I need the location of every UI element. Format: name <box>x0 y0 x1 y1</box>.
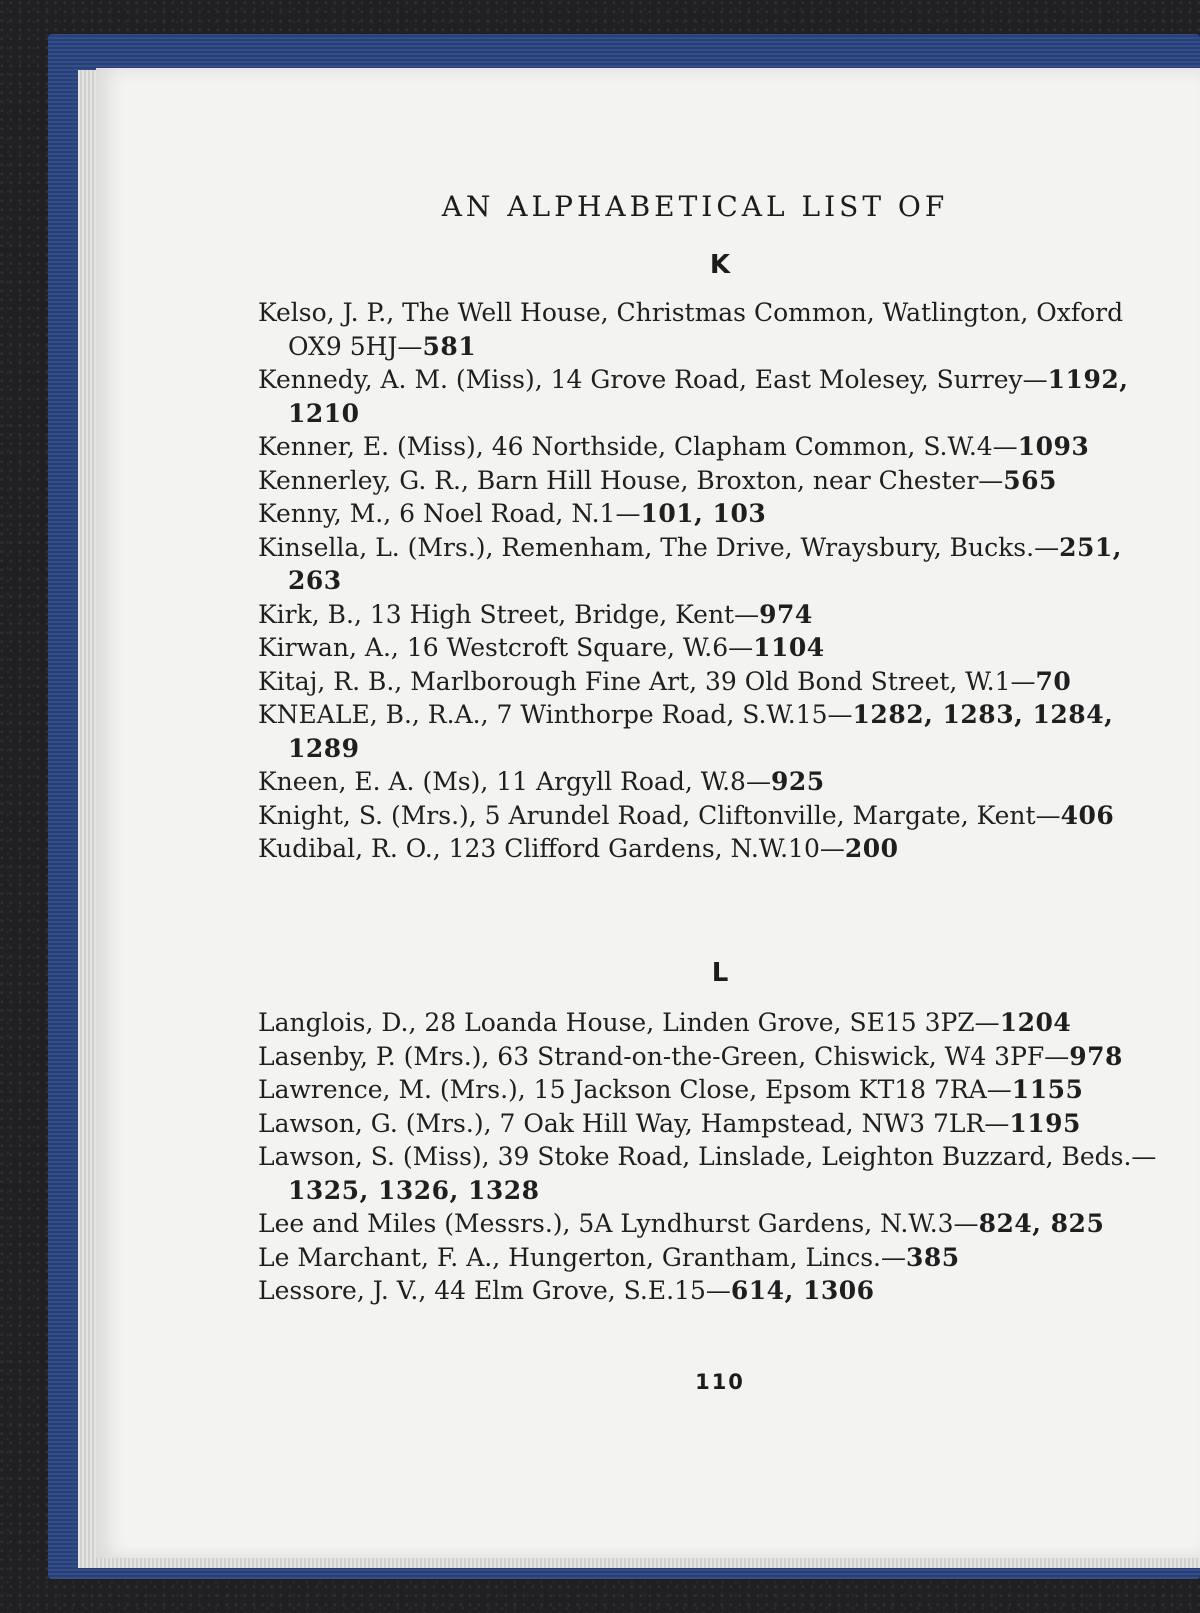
list-item: KNEALE, B., R.A., 7 Winthorpe Road, S.W.15—1282, 1283, 1284, 1289 <box>258 700 1114 763</box>
section-letter-l: L <box>711 958 729 988</box>
section-k-entries <box>258 296 1168 866</box>
list-item: Lee and Miles (Messrs.), 5A Lyndhurst Gardens, N.W.3—824, 825 <box>258 1209 1105 1238</box>
list-item: Kneen, E. A. (Ms), 11 Argyll Road, W.8—925 <box>258 767 825 796</box>
list-item: Langlois, D., 28 Loanda House, Linden Grove, SE15 3PZ—1204 <box>258 1008 1072 1037</box>
page-number: 110 <box>695 1370 745 1394</box>
list-item: Lawrence, M. (Mrs.), 15 Jackson Close, Epsom KT18 7RA—1155 <box>258 1075 1084 1104</box>
list-item: Kennedy, A. M. (Miss), 14 Grove Road, East Molesey, Surrey—1192, 1210 <box>258 365 1129 428</box>
list-item: Lawson, S. (Miss), 39 Stoke Road, Linslade, Leighton Buzzard, Beds.—1325, 1326, 1328 <box>258 1142 1157 1205</box>
list-item: Kenny, M., 6 Noel Road, N.1—101, 103 <box>258 499 767 528</box>
list-item: Lasenby, P. (Mrs.), 63 Strand-on-the-Green, Chiswick, W4 3PF—978 <box>258 1041 1123 1071</box>
list-item: Le Marchant, F. A., Hungerton, Grantham, Lincs.—385 <box>258 1242 960 1272</box>
list-item: Knight, S. (Mrs.), 5 Arundel Road, Cliftonville, Margate, Kent—406 <box>258 800 1115 830</box>
list-item: Kudibal, R. O., 123 Clifford Gardens, N.W.10—200 <box>258 834 899 863</box>
list-item: Kinsella, L. (Mrs.), Remenham, The Drive, Wraysbury, Bucks.—251, 263 <box>258 532 1122 595</box>
list-item: Kenner, E. (Miss), 46 Northside, Clapham Common, S.W.4—1093 <box>258 432 1090 461</box>
list-item: Lessore, J. V., 44 Elm Grove, S.E.15—614, 1306 <box>258 1276 875 1305</box>
section-letter-k: K <box>709 250 731 280</box>
list-item: Kitaj, R. B., Marlborough Fine Art, 39 Old Bond Street, W.1—70 <box>258 666 1072 696</box>
list-item: Kelso, J. P., The Well House, Christmas Common, Watlington, Oxford OX9 5HJ—581 <box>258 298 1124 361</box>
list-item: Kennerley, G. R., Barn Hill House, Broxton, near Chester—565 <box>258 465 1057 495</box>
list-item: Lawson, G. (Mrs.), 7 Oak Hill Way, Hampstead, NW3 7LR—1195 <box>258 1108 1081 1138</box>
list-item: Kirk, B., 13 High Street, Bridge, Kent—974 <box>258 599 813 629</box>
page-title: AN ALPHABETICAL LIST OF <box>441 190 949 223</box>
section-l-entries <box>258 1006 1168 1308</box>
list-item: Kirwan, A., 16 Westcroft Square, W.6—1104 <box>258 633 825 662</box>
